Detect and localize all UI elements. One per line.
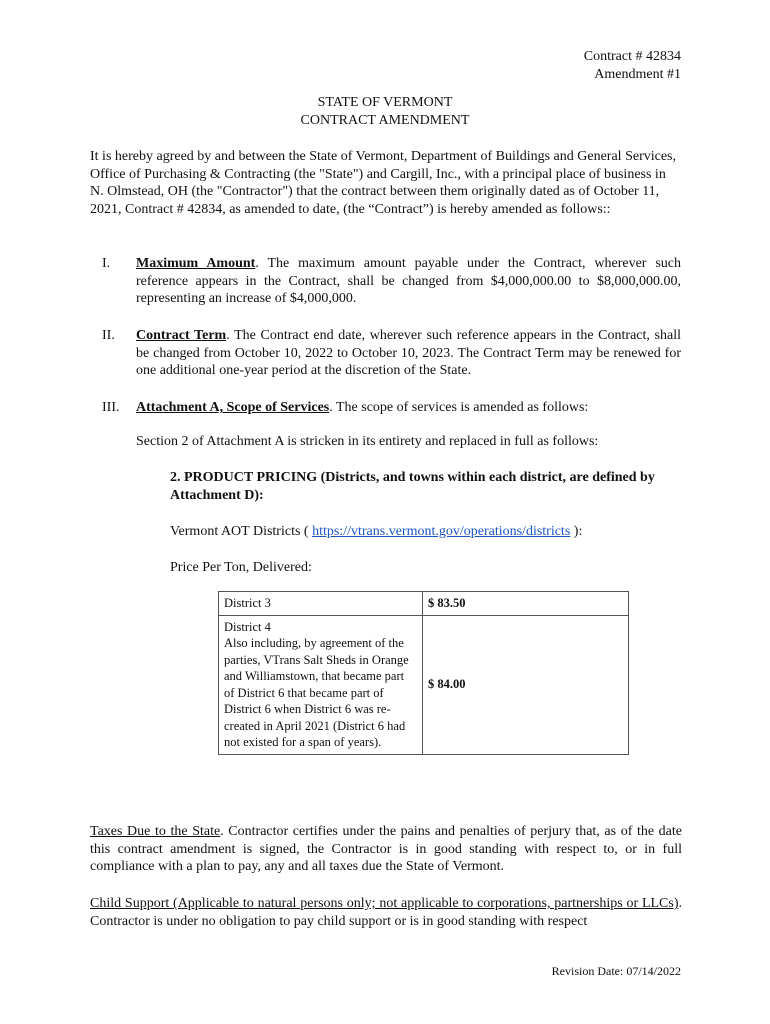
item-number: II. <box>102 328 115 343</box>
price-cell <box>423 592 629 616</box>
district-name: District 3 <box>224 596 271 610</box>
item-heading: Attachment A, Scope of Services <box>136 400 330 415</box>
district-cell <box>219 592 423 616</box>
child-support-heading: Child Support (Applicable to natural persons only; not applicable to corporations, partnerships or LLCs) <box>90 896 679 911</box>
price-value: $ 83.50 <box>428 596 466 610</box>
district-cell <box>219 615 423 754</box>
districts-line <box>170 523 681 541</box>
item-heading: Maximum Amount <box>136 256 256 271</box>
item-maximum-amount <box>136 255 681 308</box>
districts-link[interactable]: https://vtrans.vermont.gov/operations/districts <box>312 524 571 539</box>
district-name: District 4 <box>224 619 271 634</box>
item-contract-term <box>136 327 681 380</box>
pricing-heading: 2. PRODUCT PRICING (Districts, and towns within each district, are defined by Attachment D): <box>170 470 655 503</box>
table-row <box>219 592 629 616</box>
item-text: . The scope of services is amended as follows: <box>329 400 589 415</box>
item-number: III. <box>102 400 120 415</box>
item-heading: Contract Term <box>136 328 227 343</box>
contract-header <box>440 48 681 83</box>
districts-suffix: ): <box>570 524 583 539</box>
document-title <box>90 94 680 129</box>
amendment-number: Amendment #1 <box>594 66 681 82</box>
item-scope-of-services <box>136 399 681 417</box>
intro-paragraph: It is hereby agreed by and between the State of Vermont, Department of Buildings and General Services, Office of Purchasing & Contracting (the "State") and Cargill, Inc., with a principal place of business in N. Olmstead, OH (the "Contractor") that the contract between them originally dated as of October 11, 2021, Contract # 42834, as amended to date, (the “Contract”) is hereby amended as follows:: <box>90 149 677 217</box>
taxes-text: . Contractor certifies under the pains and penalties of perjury that, as of the date this contract amendment is signed, the Contractor is in good standing with respect to, or in full compliance with a plan to pay, any and all taxes due the State of Vermont. <box>90 824 682 874</box>
table-row <box>219 615 629 754</box>
taxes-heading: Taxes Due to the State <box>90 824 221 839</box>
section-note: Section 2 of Attachment A is stricken in its entirety and replaced in full as follows: <box>136 434 599 449</box>
child-support-paragraph <box>90 895 682 930</box>
price-cell <box>423 615 629 754</box>
price-table <box>218 591 629 755</box>
item-number: I. <box>102 256 111 271</box>
revision-date: Revision Date: 07/14/2022 <box>551 964 681 978</box>
districts-prefix: Vermont AOT Districts ( <box>170 524 313 539</box>
child-support-text: . Contractor is under no obligation to pay child support or is in good standing with respect <box>90 896 682 929</box>
item-text: . The maximum amount payable under the Contract, wherever such reference appears in the Contract, shall be changed from $4,000,000.00 to $8,000,000.00, representing an increase of $4,000,000. <box>136 256 682 306</box>
district-detail: Also including, by agreement of the parties, VTrans Salt Sheds in Orange and Williamstown, that became part of District 6 that became part of District 6 when District 6 was re-created in April 2021 (District 6 had not existed for a span of years). <box>224 636 409 749</box>
taxes-paragraph <box>90 823 682 876</box>
price-label: Price Per Ton, Delivered: <box>170 560 312 575</box>
contract-number: Contract # 42834 <box>583 49 681 64</box>
title-line-1: STATE OF VERMONT <box>317 95 453 110</box>
item-text: . The Contract end date, wherever such reference appears in the Contract, shall be changed from October 10, 2022 to October 10, 2023. The Contract Term may be renewed for one additional one-year period at the discretion of the State. <box>136 328 681 378</box>
price-value: $ 84.00 <box>428 677 466 692</box>
title-line-2: CONTRACT AMENDMENT <box>300 112 470 128</box>
